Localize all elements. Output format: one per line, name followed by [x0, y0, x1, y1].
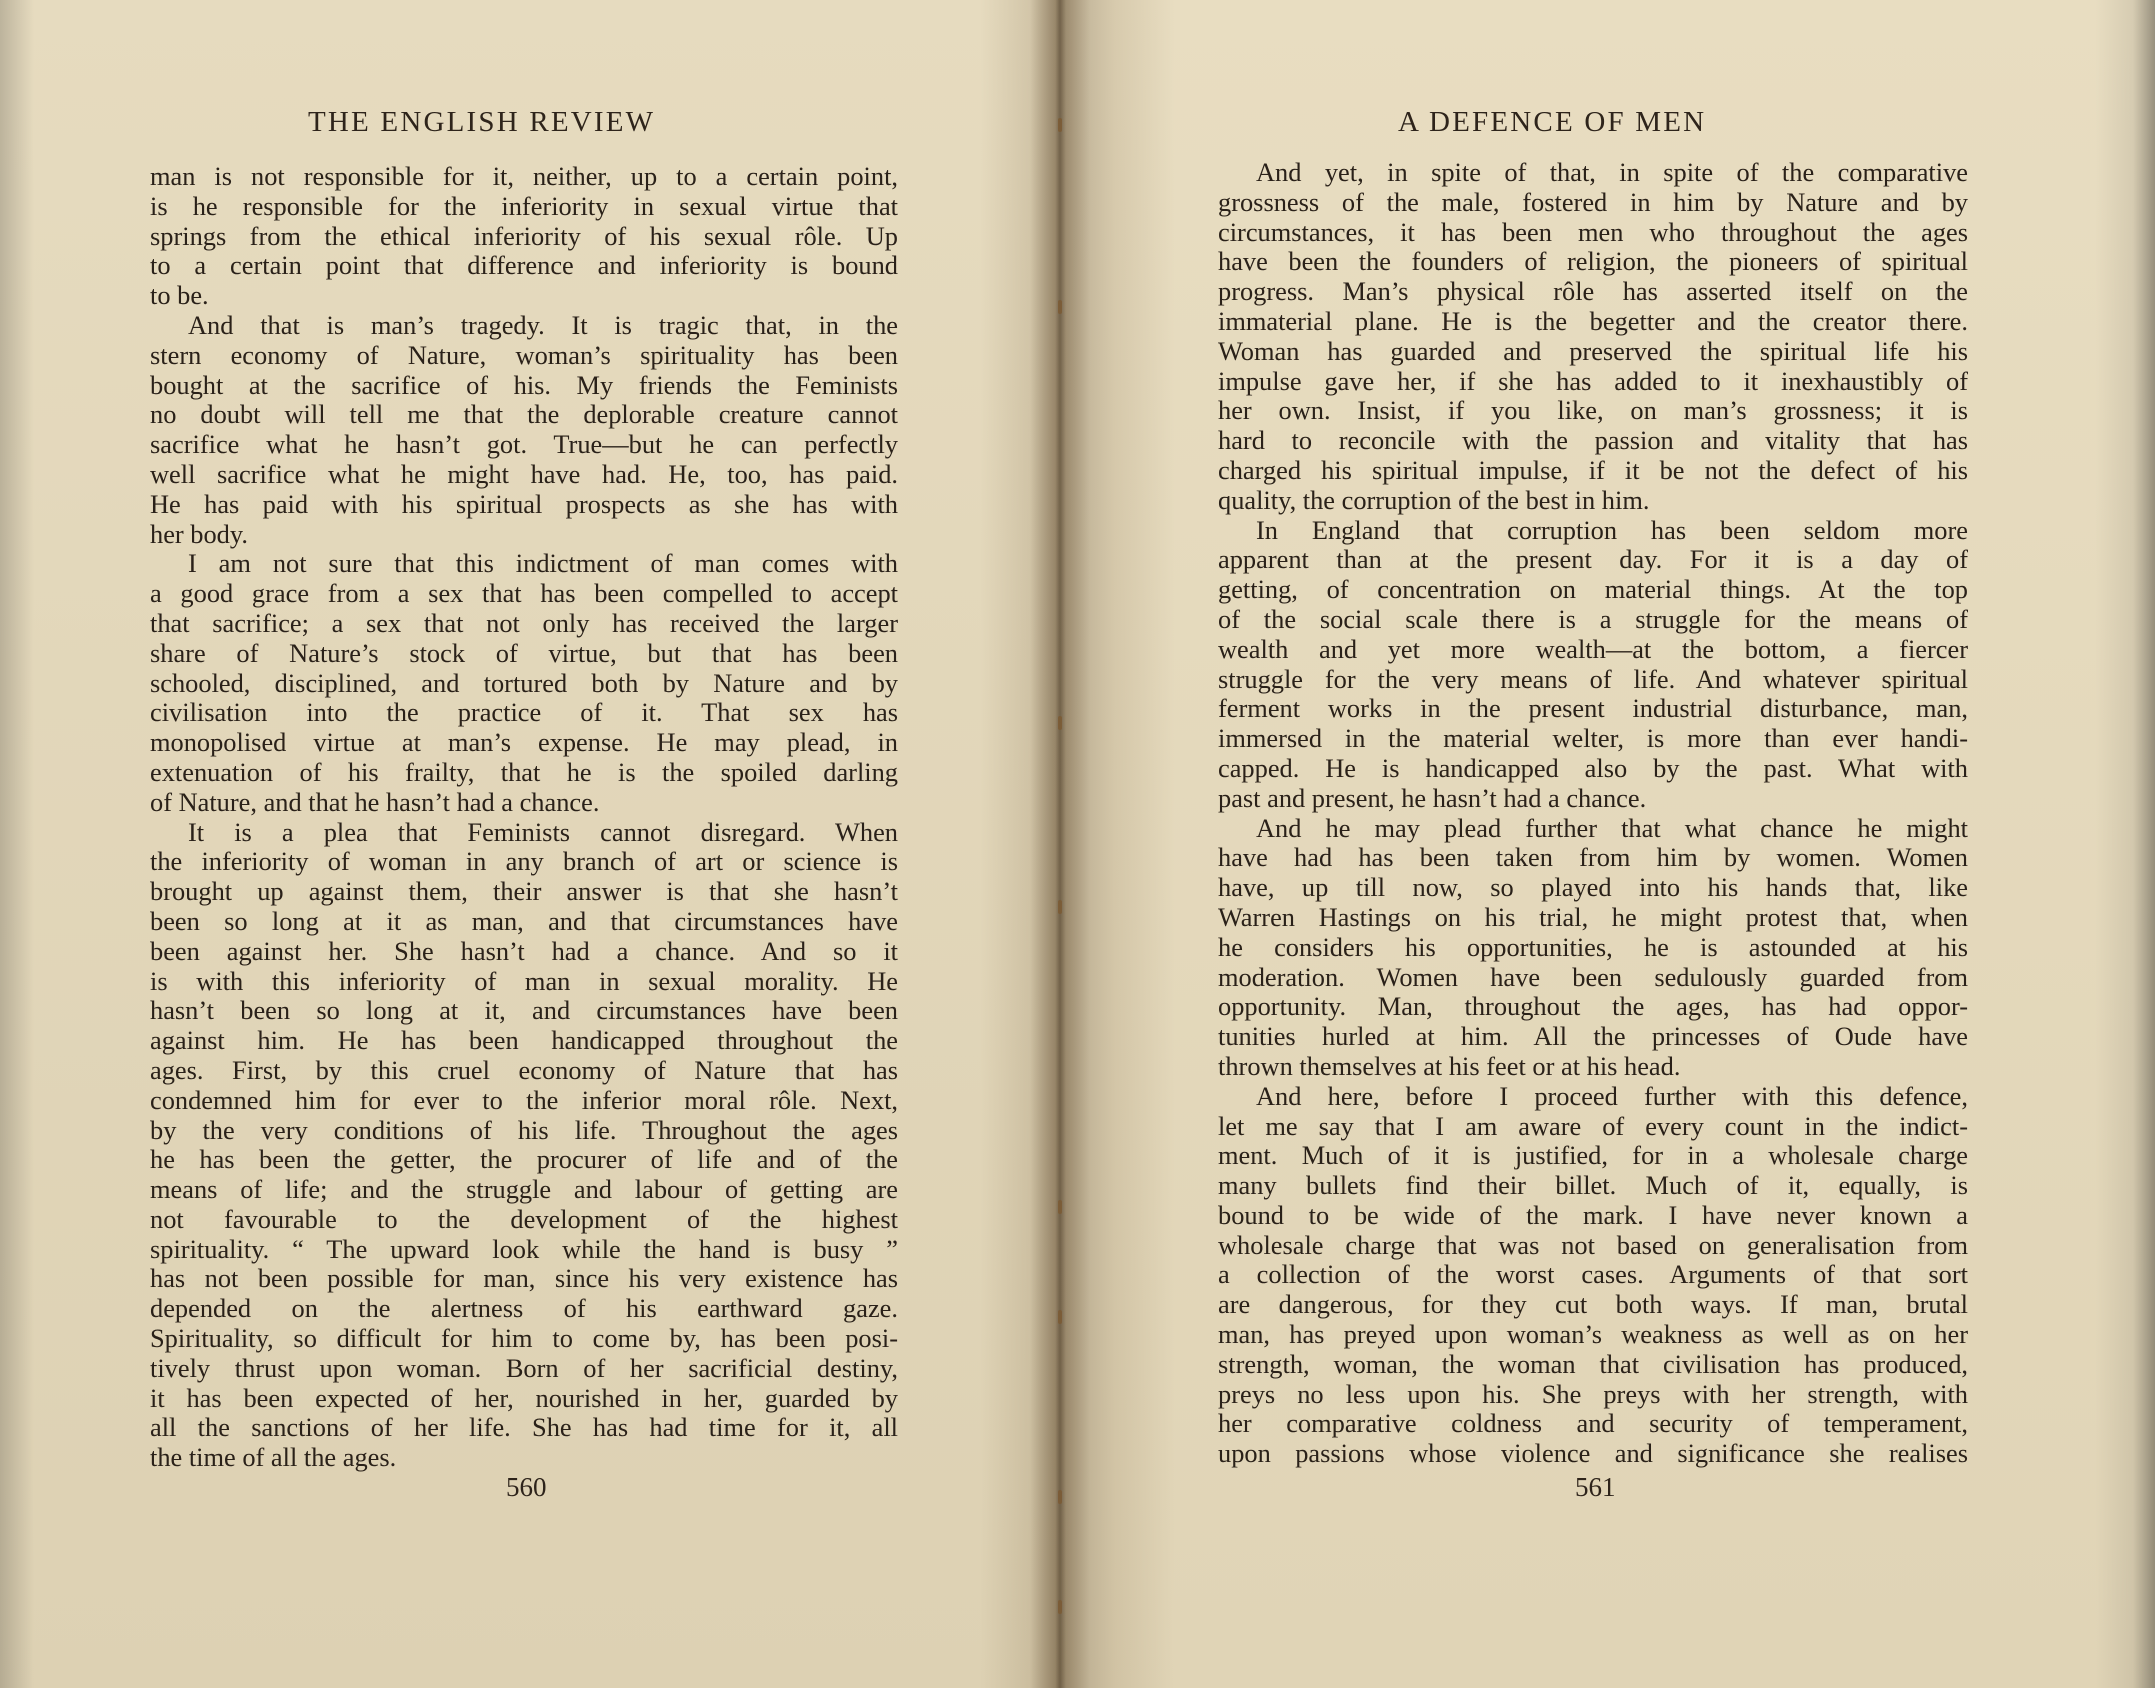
text-line: Warren Hastings on his trial, he might protest that, when [1218, 902, 1968, 932]
text-line: man is not responsible for it, neither, up to a certain point, [150, 162, 898, 191]
text-line: her body. [150, 519, 248, 549]
text-line: thrown themselves at his feet or at his head. [1218, 1051, 1681, 1081]
text-line: of the social scale there is a struggle for the means of [1218, 604, 1968, 634]
text-line: wholesale charge that was not based on generalisation from [1218, 1230, 1968, 1260]
text-line: a good grace from a sex that has been compelled to accept [150, 579, 898, 609]
text-line: is with this inferiority of man in sexual morality. He [150, 966, 898, 996]
text-line: It is a plea that Feminists cannot disregard. When [188, 817, 898, 847]
text-line: apparent than at the present day. For it is a day of [1218, 545, 1968, 575]
text-line: immersed in the material welter, is more than ever handi- [1218, 724, 1968, 754]
text-line: And that is man’s tragedy. It is tragic that, in the [188, 310, 898, 340]
text-line: let me say that I am aware of every count in the indict- [1218, 1111, 1968, 1141]
text-line: stern economy of Nature, woman’s spirituality has been [150, 340, 898, 370]
text-line: Woman has guarded and preserved the spiritual life his [1218, 336, 1968, 366]
text-line: ages. First, by this cruel economy of Nature that has [150, 1055, 898, 1085]
text-line: have been the founders of religion, the pioneers of spiritual [1218, 247, 1968, 277]
text-line: bought at the sacrifice of his. My friends the Feminists [150, 370, 898, 400]
page-number-left: 560 [506, 1472, 547, 1502]
text-line: condemned him for ever to the inferior moral rôle. Next, [150, 1085, 898, 1115]
text-line: past and present, he hasn’t had a chance. [1218, 783, 1647, 813]
text-line: not favourable to the development of the highest [150, 1204, 898, 1234]
text-line: charged his spiritual impulse, if it be not the defect of his [1218, 455, 1968, 485]
binding-stitch [1058, 300, 1062, 314]
text-line: the inferiority of woman in any branch of art or science is [150, 847, 898, 877]
text-line: Spirituality, so difficult for him to come by, has been posi- [150, 1324, 898, 1354]
text-line: And he may plead further that what chance he might [1256, 813, 1968, 843]
binding-stitch [1058, 1310, 1062, 1324]
text-line: share of Nature’s stock of virtue, but that has been [150, 638, 898, 668]
text-line: quality, the corruption of the best in him. [1218, 485, 1650, 515]
text-line: well sacrifice what he might have had. He, too, has paid. [150, 459, 898, 489]
text-line: upon passions whose violence and significance she realises [1218, 1439, 1968, 1469]
text-line: been so long at it as man, and that circumstances have [150, 906, 898, 936]
right-page-body [1218, 158, 1968, 1469]
text-line: I am not sure that this indictment of man comes with [188, 549, 898, 579]
text-line: monopolised virtue at man’s expense. He may plead, in [150, 728, 898, 758]
text-line: moderation. Women have been sedulously guarded from [1218, 962, 1968, 992]
text-line: a collection of the worst cases. Arguments of that sort [1218, 1260, 1968, 1290]
text-line: grossness of the male, fostered in him by Nature and by [1218, 187, 1968, 217]
text-line: And here, before I proceed further with this defence, [1256, 1081, 1968, 1111]
text-line: extenuation of his frailty, that he is the spoiled darling [150, 757, 898, 787]
text-line: struggle for the very means of life. And whatever spiritual [1218, 664, 1968, 694]
text-line: immaterial plane. He is the begetter and the creator there. [1218, 306, 1968, 336]
text-line: of Nature, and that he hasn’t had a chance. [150, 787, 600, 817]
text-line: been against her. She hasn’t had a chance. And so it [150, 936, 898, 966]
running-head-right: A DEFENCE OF MEN [1398, 106, 1707, 138]
text-line: spirituality. “ The upward look while the hand is busy ” [150, 1234, 898, 1264]
text-line: brought up against them, their answer is that she hasn’t [150, 877, 898, 907]
text-line: man, has preyed upon woman’s weakness as well as on her [1218, 1320, 1968, 1350]
text-line: sacrifice what he hasn’t got. True—but he can perfectly [150, 430, 898, 460]
text-line: hasn’t been so long at it, and circumstances have been [150, 996, 898, 1026]
text-line: means of life; and the struggle and labour of getting are [150, 1175, 898, 1205]
binding-stitch [1058, 1600, 1062, 1614]
text-line: it has been expected of her, nourished in her, guarded by [150, 1383, 898, 1413]
text-line: he considers his opportunities, he is astounded at his [1218, 932, 1968, 962]
text-line: tunities hurled at him. All the princesses of Oude have [1218, 1022, 1968, 1052]
text-line: preys no less upon his. She preys with her strength, with [1218, 1379, 1968, 1409]
binding-stitch [1058, 1490, 1062, 1504]
text-line: ferment works in the present industrial disturbance, man, [1218, 694, 1968, 724]
running-head-left: THE ENGLISH REVIEW [308, 106, 656, 138]
text-line: her own. Insist, if you like, on man’s grossness; it is [1218, 396, 1968, 426]
text-line: against him. He has been handicapped throughout the [150, 1026, 898, 1056]
left-page [0, 0, 1058, 1688]
text-line: getting, of concentration on material things. At the top [1218, 575, 1968, 605]
page-number-right: 561 [1575, 1472, 1616, 1502]
text-line: hard to reconcile with the passion and vitality that has [1218, 426, 1968, 456]
text-line: civilisation into the practice of it. That sex has [150, 698, 898, 728]
text-line: strength, woman, the woman that civilisation has produced, [1218, 1349, 1968, 1379]
binding-stitch [1058, 900, 1062, 914]
text-line: to a certain point that difference and inferiority is bound [150, 251, 898, 281]
text-line: many bullets find their billet. Much of it, equally, is [1218, 1171, 1968, 1201]
text-line: progress. Man’s physical rôle has asserted itself on the [1218, 277, 1968, 307]
text-line: wealth and yet more wealth—at the bottom, a fiercer [1218, 634, 1968, 664]
text-line: her comparative coldness and security of temperament, [1218, 1409, 1968, 1439]
right-page [1058, 0, 2155, 1688]
text-line: opportunity. Man, throughout the ages, has had oppor- [1218, 992, 1968, 1022]
text-line: he has been the getter, the procurer of life and of the [150, 1145, 898, 1175]
text-line: have had has been taken from him by women. Women [1218, 843, 1968, 873]
text-line: is he responsible for the inferiority in sexual virtue that [150, 191, 898, 221]
text-line: schooled, disciplined, and tortured both by Nature and by [150, 668, 898, 698]
text-line: tively thrust upon woman. Born of her sacrificial destiny, [150, 1353, 898, 1383]
text-line: have, up till now, so played into his hands that, like [1218, 873, 1968, 903]
text-line: to be. [150, 281, 209, 311]
text-line: all the sanctions of her life. She has had time for it, all [150, 1413, 898, 1443]
binding-stitch [1058, 716, 1062, 730]
left-page-body [150, 162, 898, 1473]
text-line: the time of all the ages. [150, 1443, 397, 1473]
text-line: In England that corruption has been seldom more [1256, 515, 1968, 545]
text-line: no doubt will tell me that the deplorable creature cannot [150, 400, 898, 430]
binding-stitch [1058, 1200, 1062, 1214]
text-line: has not been possible for man, since his very existence has [150, 1264, 898, 1294]
text-line: are dangerous, for they cut both ways. If man, brutal [1218, 1290, 1968, 1320]
binding-stitch [1058, 118, 1062, 132]
text-line: And yet, in spite of that, in spite of the comparative [1256, 158, 1968, 187]
text-line: impulse gave her, if she has added to it inexhaustibly of [1218, 366, 1968, 396]
text-line: ment. Much of it is justified, for in a wholesale charge [1218, 1141, 1968, 1171]
text-line: depended on the alertness of his earthward gaze. [150, 1294, 898, 1324]
text-line: capped. He is handicapped also by the past. What with [1218, 753, 1968, 783]
text-line: by the very conditions of his life. Throughout the ages [150, 1115, 898, 1145]
text-line: springs from the ethical inferiority of his sexual rôle. Up [150, 221, 898, 251]
text-line: circumstances, it has been men who throughout the ages [1218, 217, 1968, 247]
text-line: He has paid with his spiritual prospects as she has with [150, 489, 898, 519]
text-line: that sacrifice; a sex that not only has received the larger [150, 608, 898, 638]
text-line: bound to be wide of the mark. I have never known a [1218, 1200, 1968, 1230]
